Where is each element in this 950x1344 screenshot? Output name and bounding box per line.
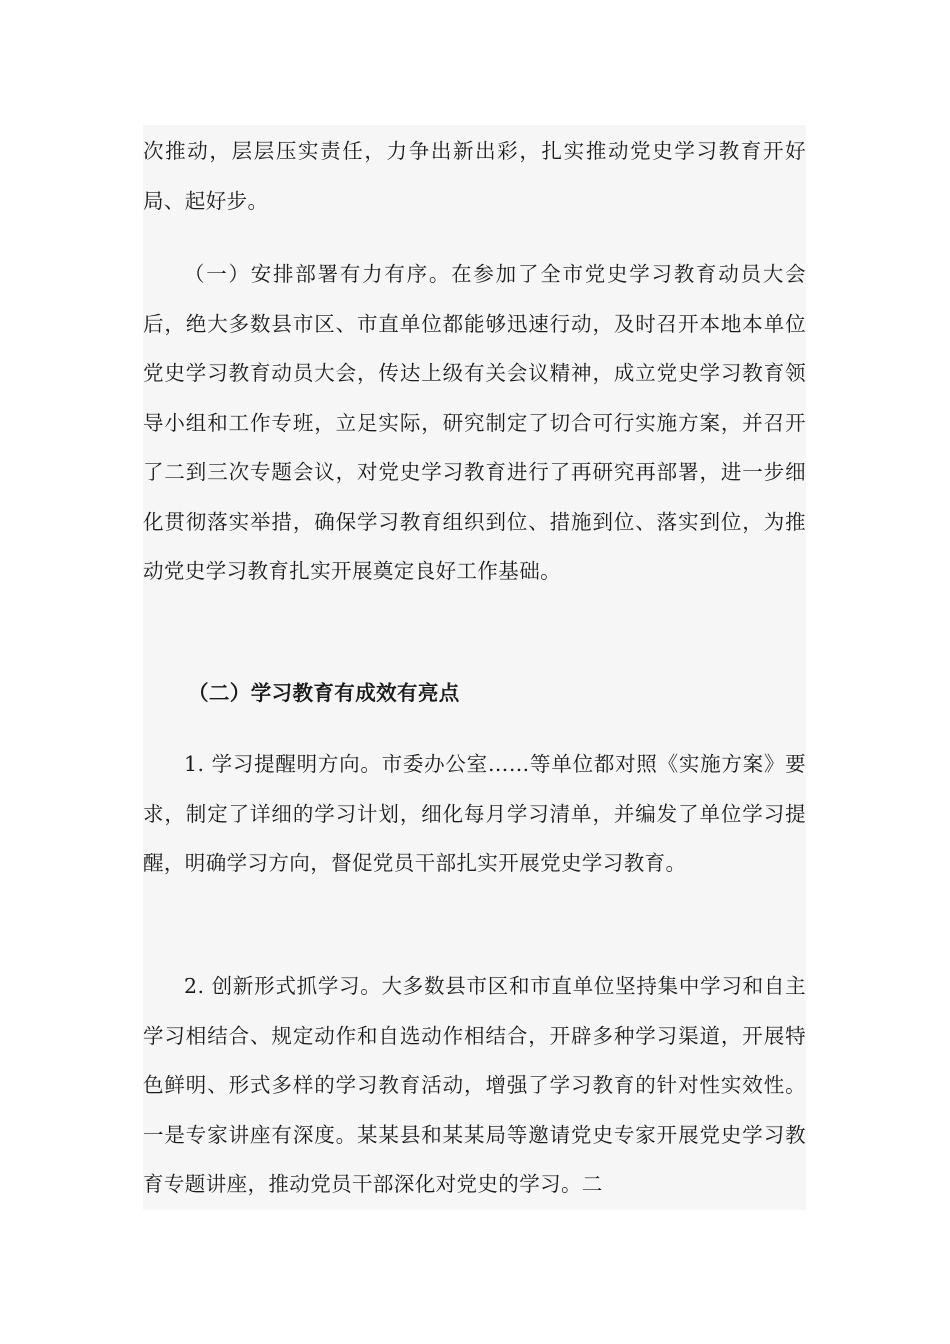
paragraph-section-1: （一）安排部署有力有序。在参加了全市党史学习教育动员大会后，绝大多数县市区、市直单位都能够迅速行动，及时召开本地本单位党史学习教育动员大会，传达上级有关会议精神，成立党史学习教育领导小组和工作专班，立足实际，研究制定了切合可行实施方案，并召开了二到三次专题会议，对党史学习教育进行了再研究再部署，进一步细化贯彻落实举措，确保学习教育组织到位、措施到位、落实到位，为推动党史学习教育扎实开展奠定良好工作基础。 xyxy=(143,262,806,583)
paragraph-item-2: 2. 创新形式抓学习。大多数县市区和市直单位坚持集中学习和自主学习相结合、规定动作和自选动作相结合，开辟多种学习渠道，开展特色鲜明、形式多样的学习教育活动，增强了学习教育的针对性实效性。一是专家讲座有深度。某某县和某某局等邀请党史专家开展党史学习教育专题讲座，推动党员干部深化对党史的学习。二 xyxy=(143,974,806,1196)
paragraph-item-1: 1. 学习提醒明方向。市委办公室……等单位都对照《实施方案》要求，制定了详细的学习计划，细化每月学习清单，并编发了单位学习提醒，明确学习方向，督促党员干部扎实开展党史学习教育。 xyxy=(143,752,806,875)
section-heading-2: （二）学习教育有成效有亮点 xyxy=(188,681,460,705)
document-page xyxy=(143,125,806,1210)
paragraph-intro: 次推动，层层压实责任，力争出新出彩，扎实推动党史学习教育开好局、起好步。 xyxy=(143,139,806,213)
